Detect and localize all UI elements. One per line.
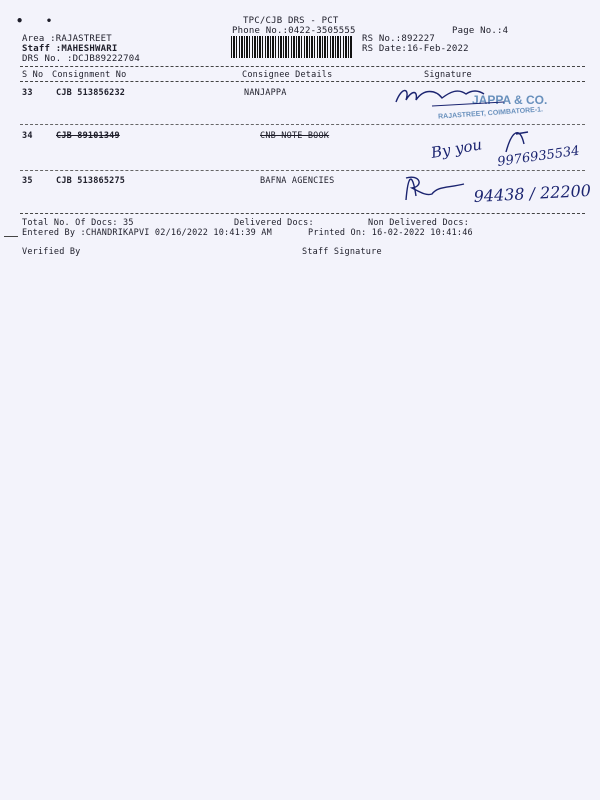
rs-number: RS No.:892227	[362, 34, 436, 44]
page-number: Page No.:4	[452, 26, 509, 36]
drs-number: DRS No. :DCJB89222704	[22, 54, 140, 64]
row-35-consignment: CJB 513865275	[56, 176, 126, 186]
company-stamp-address: RAJASTREET, COIMBATORE-1.	[437, 106, 544, 121]
margin-scribble	[4, 236, 18, 237]
signature-row-33	[392, 82, 512, 110]
row-34-consignment: CJB 89101349	[56, 131, 120, 141]
col-sno: S No	[22, 70, 44, 80]
svg-text:9976935534: 9976935534	[496, 143, 581, 170]
col-consignee: Consignee Details	[242, 70, 333, 80]
row-33-consignment: CJB 513856232	[56, 88, 126, 98]
row-35-sno: 35	[22, 176, 33, 186]
corner-dot: •	[46, 16, 53, 27]
total-docs: Total No. Of Docs: 35	[22, 218, 134, 228]
header-divider	[20, 66, 585, 67]
row-35-consignee: BAFNA AGENCIES	[260, 176, 335, 186]
delivered-docs: Delivered Docs:	[234, 218, 314, 228]
staff-label: Staff :MAHESHWARI	[22, 44, 118, 54]
corner-dot: •	[16, 14, 24, 28]
col-signature: Signature	[424, 70, 472, 80]
row-34-sno: 34	[22, 131, 33, 141]
verified-by: Verified By	[22, 247, 81, 257]
row-33-sno: 33	[22, 88, 33, 98]
table-end-divider	[20, 213, 585, 214]
company-stamp: JAPPA & CO.	[472, 93, 548, 107]
signature-row-34	[428, 122, 598, 170]
svg-text:By you: By you	[429, 135, 484, 162]
phone-number: Phone No.:0422-3505555	[232, 26, 356, 36]
rs-date: RS Date:16-Feb-2022	[362, 44, 469, 54]
row-34-consignee: CNB NOTE BOOK	[260, 131, 330, 141]
svg-text:94438 / 22200: 94438 / 22200	[473, 180, 592, 206]
row-33-consignee: NANJAPPA	[244, 88, 287, 98]
staff-signature: Staff Signature	[302, 247, 382, 257]
signature-row-35	[402, 166, 597, 212]
entered-by: Entered By :CHANDRIKAPVI 02/16/2022 10:41:39 AM	[22, 228, 272, 238]
col-consignment: Consignment No	[52, 70, 127, 80]
document-title: TPC/CJB DRS - PCT	[243, 16, 339, 26]
non-delivered-docs: Non Delivered Docs:	[368, 218, 470, 228]
barcode	[231, 36, 353, 58]
area-label: Area :RAJASTREET	[22, 34, 112, 44]
printed-on: Printed On: 16-02-2022 10:41:46	[308, 228, 473, 238]
